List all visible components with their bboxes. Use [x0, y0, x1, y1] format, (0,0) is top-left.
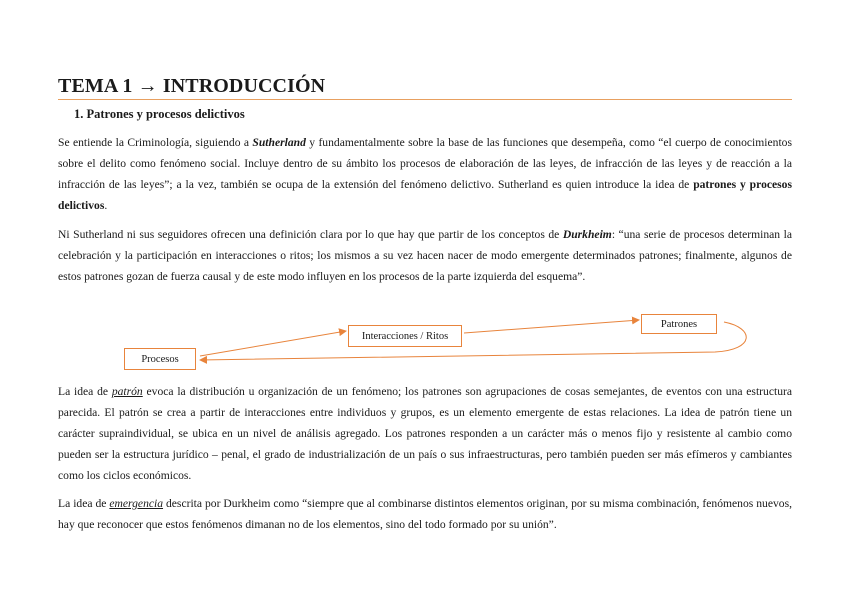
paragraph-emergencia — [58, 493, 792, 535]
section-heading: 1. Patrones y procesos delictivos — [74, 107, 245, 121]
p2-durkheim-term: Durkheim — [562, 228, 612, 241]
p4-emergencia-term: emergencia — [109, 497, 164, 510]
paragraph-durkheim — [58, 224, 792, 287]
p1-text-2: y fundamentalmente sobre la base de las funciones que desempeña, como “el cuerpo de conocimientos sobre el delito como fenómeno social. Incluye dentro de su ámbito los procesos de elaboración de las leyes, de infracción de las leyes y de reacción a la infracción de las leyes”; a la vez, también se ocupa de la extensión del fenómeno delictivo. Sutherland es quien introduce la idea de — [58, 136, 792, 191]
arrow-procesos-to-interacciones — [200, 331, 346, 356]
p1-text-1: Se entiende la Criminología, siguiendo a — [58, 136, 253, 149]
p2-text-2: : “una serie de procesos determinan la celebración y la participación en interacciones o ritos; los mismos a su vez hacen nacer de modo emergente determinados patrones; finalmente, algunos de estos patrones gozan de fuerza causal y de este modo influyen en los procesos de la parte izquierda del esquema”. — [58, 228, 792, 283]
title-prefix: TEMA 1 — [58, 75, 133, 97]
arrow-interacciones-to-patrones — [464, 320, 639, 333]
p1-text-3: . — [104, 199, 108, 212]
p4-text-2: descrita por Durkheim como “siempre que al combinarse distintos elementos originan, por su misma combinación, fenómenos nuevos, hay que reconocer que estos fenómenos dimanan no de los elementos, sino del todo formado por su unión”. — [58, 497, 792, 531]
p3-patron-term: patrón — [111, 385, 143, 398]
title-divider — [58, 99, 792, 100]
title-main: INTRODUCCIÓN — [162, 75, 326, 97]
diagram-node-interacciones: Interacciones / Ritos — [348, 325, 462, 347]
paragraph-criminologia — [58, 132, 792, 216]
p3-text-1: La idea de — [58, 385, 112, 398]
p2-text-1: Ni Sutherland ni sus seguidores ofrecen una definición clara por lo que hay que partir de los conceptos de — [58, 228, 563, 241]
p3-text-2: evoca la distribución u organización de un fenómeno; los patrones son agrupaciones de cosas semejantes, de eventos con una estructura parecida. El patrón se crea a partir de interacciones entre individuos y grupos, es un elemento emergente de estas relaciones. La idea de patrón tiene un carácter supraindividual, se ubica en un nivel de análisis agregado. Los patrones responden a un carácter más o menos fijo y resistente al cambio como pueden ser la estructura jurídico – penal, el grado de industrialización de un país o sus infraestructuras, pero también pueden ser más efímeros y cambiantes como los ciclos económicos. — [58, 385, 792, 482]
p1-sutherland-term: Sutherland — [252, 136, 306, 149]
diagram-node-patrones: Patrones — [641, 314, 717, 334]
p4-text-1: La idea de — [58, 497, 110, 510]
p1-patrones-term: patrones y procesos delictivos — [58, 178, 792, 212]
arrow-icon: → — [137, 75, 158, 97]
paragraph-patron — [58, 381, 792, 486]
page-title — [58, 74, 325, 98]
diagram-node-procesos: Procesos — [124, 348, 196, 370]
